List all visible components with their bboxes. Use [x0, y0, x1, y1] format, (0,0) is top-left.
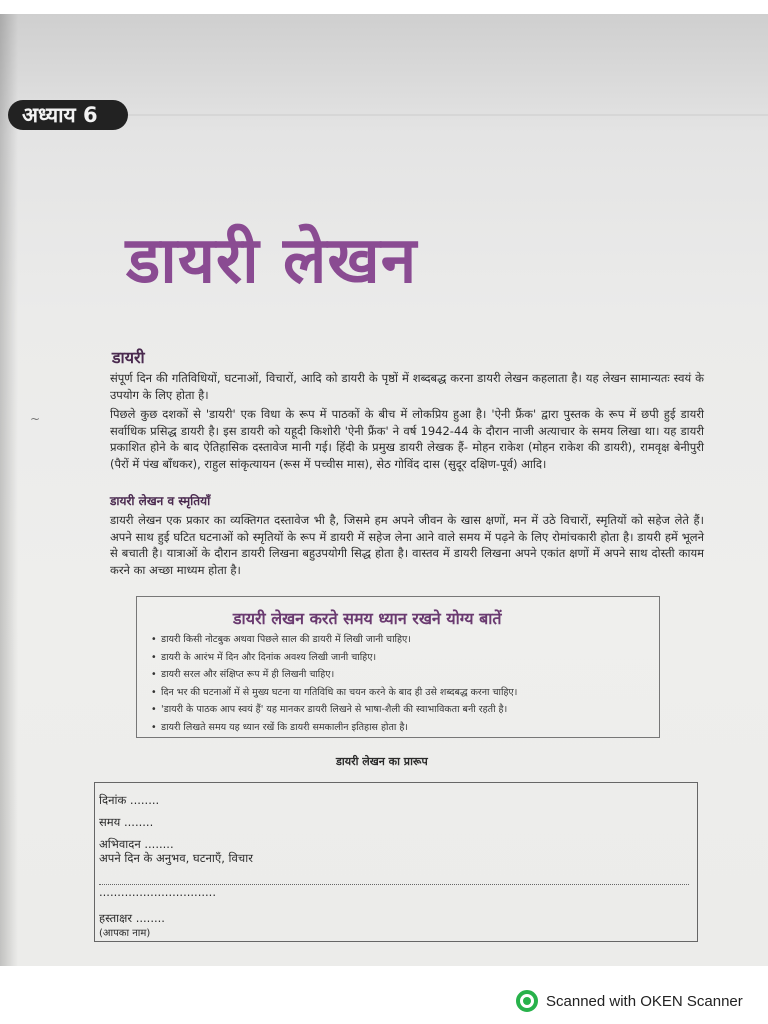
format-box: [94, 782, 698, 942]
tip-item: • दिन भर की घटनाओं में से मुख्य घटना या गतिविधि का चयन करने के बाद ही उसे शब्दबद्ध करना चाहिए।: [151, 684, 517, 702]
chapter-badge: अध्याय 6: [8, 100, 128, 130]
format-greeting: अभिवादन ........: [99, 837, 174, 851]
chapter-rule: [120, 114, 768, 116]
scanner-watermark: [516, 990, 743, 1012]
section-heading-memories: डायरी लेखन व स्मृतियाँ: [110, 494, 211, 508]
tip-item: • 'डायरी के पाठक आप स्वयं हैं' यह मानकर डायरी लिखने से भाषा-शैली की स्वाभाविकता बनी रहती है।: [151, 701, 517, 719]
tips-title: डायरी लेखन करते समय ध्यान रखने योग्य बातें: [233, 609, 502, 628]
format-time: समय ........: [99, 815, 154, 829]
format-name: (आपका नाम): [99, 928, 151, 939]
paragraph-definition: संपूर्ण दिन की गतिविधियों, घटनाओं, विचारों, आदि को डायरी के पृष्ठों में शब्दबद्ध करना डायरी लेखन कहलाता है। यह लेखन सामान्यतः स्वयं के उपयोग के लिए होता है।: [110, 371, 704, 402]
scanner-logo-icon: [516, 990, 538, 1012]
section-heading-diary: डायरी: [112, 348, 145, 367]
format-signature: हस्ताक्षर ........: [99, 911, 165, 925]
paragraph-history: पिछले कुछ दशकों से 'डायरी' एक विधा के रूप में पाठकों के बीच में लोकप्रिय हुआ है। 'ऐनी फ्रैंक' द्वारा पुस्तक के रूप में छपी हुई डायरी सर्वाधिक प्रसिद्ध डायरी है। इस डायरी को यहूदी किशोरी 'ऐनी फ्रैंक' ने वर्ष 1942-44 के दौरान नाजी अत्याचार के समय लिखा था। यह डायरी प्रकाशित होने के बाद ऐतिहासिक दस्तावेज मानी गई। हिंदी के प्रमुख डायरी लेखक हैं- मोहन राकेश (मोहन राकेश की डायरी), रामवृक्ष बेनीपुरी (पैरों में पंख बाँधकर), राहुल सांकृत्यायन (रूस में पच्चीस मास), सेठ गोविंद दास (सुदूर दक्षिण-पूर्व) आदि।: [110, 407, 704, 471]
tip-item: • डायरी किसी नोटबुक अथवा पिछले साल की डायरी में लिखी जानी चाहिए।: [151, 631, 517, 649]
page-title: डायरी लेखन: [126, 224, 418, 298]
paragraph-memories: डायरी लेखन एक प्रकार का व्यक्तिगत दस्तावेज भी है, जिसमे हम अपने जीवन के खास क्षणों, मन में उठे विचारों, स्मृतियों को सहेज लेते हैं। अपने साथ हुई घटित घटनाओं को स्मृतियों के रूप में डायरी में सहेज लेना आने वाले समय में पढ़ने के लिए रोमांचकारी होता है। डायरी हमें भूलने से बचाती है। यात्राओं के दौरान डायरी लिखना बहुउपयोगी सिद्ध होता है। वास्तव में डायरी लिखना अपने एकांत क्षणों में अपने साथ दोस्ती कायम करने का अच्छा माध्यम होता है।: [110, 513, 704, 577]
format-dots: ................................: [99, 885, 216, 899]
tip-item: • डायरी लिखते समय यह ध्यान रखें कि डायरी समकालीन इतिहास होता है।: [151, 719, 517, 737]
tips-list: [151, 631, 517, 736]
scanned-page: [0, 14, 768, 966]
format-date: दिनांक ........: [99, 793, 160, 807]
tip-item: • डायरी के आरंभ में दिन और दिनांक अवश्य लिखी जानी चाहिए।: [151, 649, 517, 667]
tip-item: • डायरी सरल और संक्षिप्त रूप में ही लिखनी चाहिए।: [151, 666, 517, 684]
format-title: डायरी लेखन का प्रारूप: [336, 755, 428, 768]
scanner-text: Scanned with OKEN Scanner: [546, 992, 743, 1010]
pencil-mark: ~: [30, 412, 41, 426]
tips-box: [136, 596, 660, 738]
format-experience: अपने दिन के अनुभव, घटनाएँ, विचार: [99, 851, 253, 865]
